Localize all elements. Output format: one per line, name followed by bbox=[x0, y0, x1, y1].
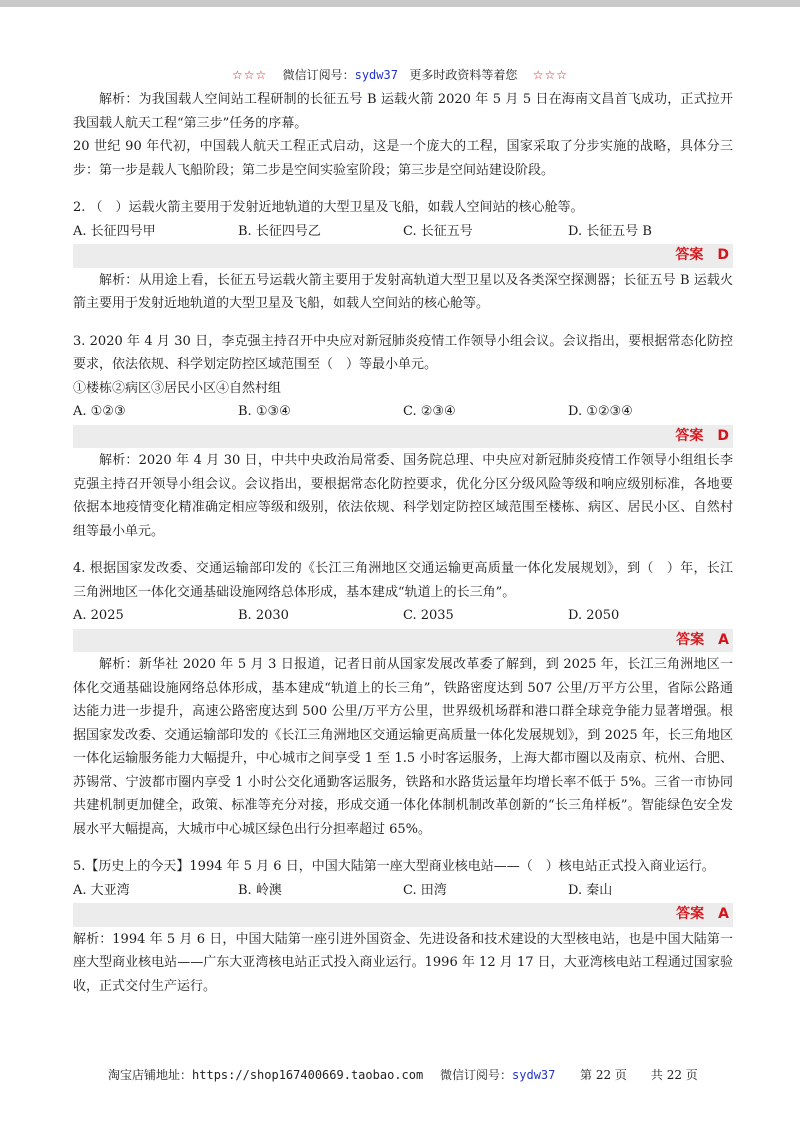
header-label: 微信订阅号： bbox=[282, 68, 355, 82]
option-b: B. 长征四号乙 bbox=[238, 223, 321, 239]
answer-letter: D bbox=[717, 247, 729, 263]
question-5-options bbox=[73, 879, 733, 903]
answer-bar bbox=[73, 903, 733, 927]
q1-analysis-cont: 20 世纪 90 年代初，中国载人航天工程正式启动，这是一个庞大的工程，国家采取了分步实施的战略，具体分三步：第一步是载人飞船阶段；第二步是空间实验室阶段；第三步是空间站建设阶段。 bbox=[73, 139, 733, 178]
footer-wechat-label: 微信订阅号： bbox=[440, 1068, 513, 1082]
question-4-options bbox=[73, 604, 733, 628]
option-c: C. 田湾 bbox=[403, 882, 447, 898]
footer-wechat-account: sydw37 bbox=[512, 1068, 556, 1082]
answer-letter: A bbox=[718, 631, 729, 648]
footer-shop-url: https://shop167400669.taobao.com bbox=[192, 1068, 424, 1082]
question-2-analysis: 解析：从用途上看，长征五号运载火箭主要用于发射高轨道大型卫星以及各类深空探测器；长征五号 B 运载火箭主要用于发射近地轨道的大型卫星及飞船，如载人空间站的核心舱等。 bbox=[73, 272, 733, 311]
option-d: D. 2050 bbox=[568, 608, 620, 623]
option-d: D. ①②③④ bbox=[568, 404, 633, 419]
question-5-analysis: 解析：1994 年 5 月 6 日，中国大陆第一座引进外国资金、先进设备和技术建设的大型核电站，也是中国大陆第一座大型商业核电站——广东大亚湾核电站正式投入商业运行。1996 年 12 月 17 日，大亚湾核电站工程通过国家验收，正式交付生产运行。 bbox=[73, 931, 733, 994]
option-a: A. 2025 bbox=[73, 608, 124, 623]
header-slogan: 更多时政资料等着您 bbox=[409, 68, 518, 82]
footer-wechat bbox=[440, 1066, 555, 1083]
answer-label: 答案 bbox=[676, 906, 705, 922]
option-a: A. 大亚湾 bbox=[73, 882, 130, 898]
page-number: 第 22 页 共 22 页 bbox=[580, 1068, 698, 1082]
question-3-analysis: 解析：2020 年 4 月 30 日，中共中央政治局常委、国务院总理、中央应对新冠肺炎疫情工作领导小组组长李克强主持召开领导小组会议。会议指出，要根据常态化防控要求，优化分区分级风险等级和响应级别标准，各地要依据本地疫情变化精准确定相应等级和级别，依法依规、科学划定防控区域范围至楼栋、病区、居民小区、自然村组等最小单元。 bbox=[73, 453, 733, 539]
option-b: B. ①③④ bbox=[238, 404, 291, 419]
answer-label: 答案 bbox=[675, 247, 704, 263]
answer-bar bbox=[73, 425, 733, 449]
header-account: sydw37 bbox=[354, 68, 398, 82]
answer-letter: A bbox=[718, 906, 729, 922]
question-2-stem: 2. （ ）运载火箭主要用于发射近地轨道的大型卫星及飞船，如载人空间站的核心舱等。 bbox=[73, 200, 584, 215]
page-header bbox=[0, 66, 800, 83]
question-4-analysis: 解析：新华社 2020 年 5 月 3 日报道，记者日前从国家发展改革委了解到，到 2025 年，长江三角洲地区一体化交通基础设施网络总体形成，基本建成“轨道上的长三角”，铁路密度达到 507 公里/万平方公里，省际公路通达能力进一步提升，高速公路密度达到 500 公里/万平方公里，世界级机场群和港口群全球竞争能力显著增强。根据国家发改委、交通运输部印发的《长江三角洲地区交通运输更高质量一体化发展规划》，到 2025 年，长三角地区一体化运输服务能力大幅提升，中心城市之间享受 1 至 1.5 小时客运服务，上海大都市圈以及南京、杭州、合肥、苏锡常、宁波都市圈内享受 1 小时公交化通勤客运服务，铁路和水路货运量年均增长率不低于 5%。三省一市协同共建机制更加健全，政策、标准等充分对接，形成交通一体化体制机制改革创新的“长三角样板”。智能绿色安全发展水平大幅提高，大城市中心城区绿色出行分担率超过 65%。 bbox=[73, 657, 733, 837]
answer-label: 答案 bbox=[676, 631, 705, 648]
option-d: D. 秦山 bbox=[568, 882, 613, 898]
question-2-options bbox=[73, 220, 733, 244]
option-a: A. 长征四号甲 bbox=[73, 223, 156, 239]
answer-bar bbox=[73, 629, 733, 653]
question-3-options bbox=[73, 400, 733, 424]
footer-shop bbox=[108, 1066, 423, 1083]
option-c: C. ②③④ bbox=[403, 404, 456, 419]
answer-letter: D bbox=[717, 427, 729, 444]
footer-shop-label: 淘宝店铺地址： bbox=[108, 1068, 193, 1082]
top-border bbox=[0, 0, 800, 7]
page-content bbox=[73, 88, 733, 998]
option-d: D. 长征五号 B bbox=[568, 223, 652, 239]
answer-label: 答案 bbox=[675, 427, 704, 444]
question-5-stem: 5.【历史上的今天】1994 年 5 月 6 日，中国大陆第一座大型商业核电站——（ ）核电站正式投入商业运行。 bbox=[73, 859, 715, 874]
option-b: B. 2030 bbox=[238, 608, 289, 623]
answer-bar bbox=[73, 244, 733, 268]
question-3-stem: 3. 2020 年 4 月 30 日，李克强主持召开中央应对新冠肺炎疫情工作领导小组会议。会议指出，要根据常态化防控要求，依法依规、科学划定防控区域范围至（ ）等最小单元。 bbox=[73, 333, 733, 372]
option-c: C. 长征五号 bbox=[403, 223, 473, 239]
star-decoration-left: ☆☆☆ bbox=[232, 68, 268, 82]
option-c: C. 2035 bbox=[403, 608, 454, 623]
q1-analysis: 解析：为我国载人空间站工程研制的长征五号 B 运载火箭 2020 年 5 月 5 日在海南文昌首飞成功，正式拉开我国载人航天工程“第三步”任务的序幕。 bbox=[73, 92, 733, 131]
option-a: A. ①②③ bbox=[73, 404, 126, 419]
question-4-stem: 4. 根据国家发改委、交通运输部印发的《长江三角洲地区交通运输更高质量一体化发展规划》，到（ ）年，长江三角洲地区一体化交通基础设施网络总体形成，基本建成“轨道上的长三角”。 bbox=[73, 561, 733, 600]
option-b: B. 岭澳 bbox=[238, 882, 282, 898]
star-decoration-right: ☆☆☆ bbox=[532, 68, 568, 82]
question-3-items: ①楼栋②病区③居民小区④自然村组 bbox=[73, 380, 282, 396]
